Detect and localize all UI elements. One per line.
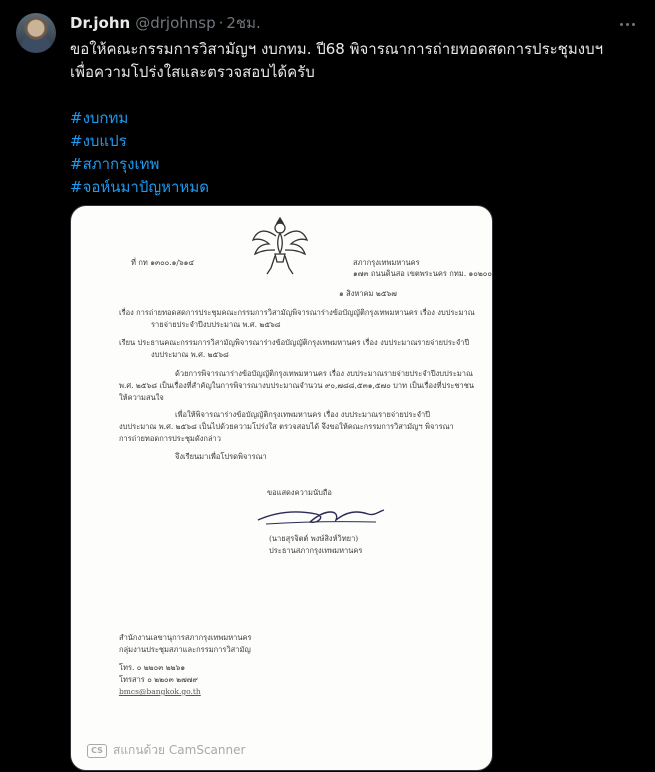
hashtag-link[interactable]: #สภากรุงเทพ — [70, 155, 160, 173]
more-options-button[interactable] — [615, 14, 639, 34]
signer-title: ประธานสภากรุงเทพมหานคร — [269, 546, 363, 555]
doc-footer: สำนักงานเลขานุการสภากรุงเทพมหานคร — [119, 633, 252, 642]
doc-paragraph: การถ่ายทอดการประชุมดังกล่าว — [119, 434, 221, 443]
doc-date: ๑ สิงหาคม ๒๕๖๗ — [339, 289, 397, 298]
timestamp[interactable]: 2ชม. — [226, 14, 261, 32]
attached-image[interactable] — [70, 205, 493, 771]
doc-number: ที่ กท ๑๓๐๐.๑/๖๑๔ — [131, 258, 195, 267]
tweet-text — [70, 38, 640, 199]
tweet-header — [70, 12, 261, 34]
separator-dot: · — [218, 14, 224, 32]
doc-paragraph: งบประมาณ พ.ศ. ๒๕๖๘ เป็นไปด้วยความโปร่งใส ตรวจสอบได้ จึงขอให้คณะกรรมการวิสามัญฯ พิจารณา — [119, 422, 454, 431]
doc-subject: รายจ่ายประจำปีงบประมาณ พ.ศ. ๒๕๖๘ — [151, 320, 281, 329]
tweet-line: เพื่อความโปร่งใสและตรวจสอบได้ครับ — [70, 63, 315, 81]
doc-paragraph: ให้ความสนใจ — [119, 393, 164, 402]
scanned-letter — [71, 206, 492, 770]
author-name[interactable]: Dr.john — [70, 14, 131, 32]
doc-fax: โทรสาร ๐ ๒๒๐๓ ๒๗๗๙ — [119, 675, 198, 684]
signer-name: (นายสุรจิตต์ พงษ์สิงห์วิทยา) — [269, 534, 359, 543]
more-horizontal-icon — [620, 23, 623, 26]
hashtag-link[interactable]: #งบกทม — [70, 109, 129, 127]
doc-closing-request: จึงเรียนมาเพื่อโปรดพิจารณา — [175, 452, 267, 461]
garuda-emblem-icon — [251, 216, 309, 278]
signature-image — [256, 504, 386, 530]
avatar[interactable] — [16, 13, 56, 53]
doc-paragraph: เพื่อให้พิจารณาร่างข้อบัญญัติกรุงเทพมหานคร เรื่อง งบประมาณรายจ่ายประจำปี — [175, 410, 430, 419]
camscanner-icon: CS — [87, 744, 107, 758]
doc-recipient: เรียน ประธานคณะกรรมการวิสามัญพิจารณาร่างข้อบัญญัติกรุงเทพมหานคร เรื่อง งบประมาณรายจ่ายประจำปี — [119, 338, 470, 347]
hashtag-list — [70, 107, 640, 199]
camscanner-label: สแกนด้วย CamScanner — [113, 743, 246, 757]
doc-org: สภากรุงเทพมหานคร — [353, 258, 420, 267]
more-horizontal-icon — [626, 23, 629, 26]
more-horizontal-icon — [632, 23, 635, 26]
tweet-line: ขอให้คณะกรรมการวิสามัญฯ งบกทม. ปี68 พิจารณาการถ่ายทอดสดการประชุมงบฯ — [70, 40, 604, 58]
doc-paragraph: ด้วยการพิจารณาร่างข้อบัญญัติกรุงเทพมหานคร เรื่อง งบประมาณรายจ่ายประจำปีงบประมาณ — [175, 369, 473, 378]
doc-address: ๑๗๓ ถนนดินสอ เขตพระนคร กทม. ๑๐๒๐๐ — [353, 269, 492, 278]
doc-footer: กลุ่มงานประชุมสภาและกรรมการวิสามัญ — [119, 645, 251, 654]
doc-recipient: งบประมาณ พ.ศ. ๒๕๖๘ — [151, 350, 229, 359]
doc-paragraph: พ.ศ. ๒๕๖๘ เป็นเรื่องที่สำคัญในการพิจารณางบประมาณจำนวน ๙๐,๗๘๘,๕๓๑,๕๗๐ บาท เป็นเรื่องที่ประชาชน — [119, 381, 474, 390]
doc-closing: ขอแสดงความนับถือ — [267, 488, 332, 497]
camscanner-watermark — [87, 741, 245, 760]
author-handle[interactable]: @drjohnsp — [135, 14, 216, 32]
doc-email: bmcs@bangkok.go.th — [119, 687, 201, 696]
hashtag-link[interactable]: #จอห์นมาปัญหาหมด — [70, 178, 209, 196]
doc-phone: โทร. ๐ ๒๒๐๓ ๒๒๖๑ — [119, 663, 186, 672]
hashtag-link[interactable]: #งบแปร — [70, 132, 127, 150]
doc-subject: เรื่อง การถ่ายทอดสดการประชุมคณะกรรมการวิสามัญพิจารณาร่างข้อบัญญัติกรุงเทพมหานคร เรื่อง งบประมาณ — [119, 308, 475, 317]
